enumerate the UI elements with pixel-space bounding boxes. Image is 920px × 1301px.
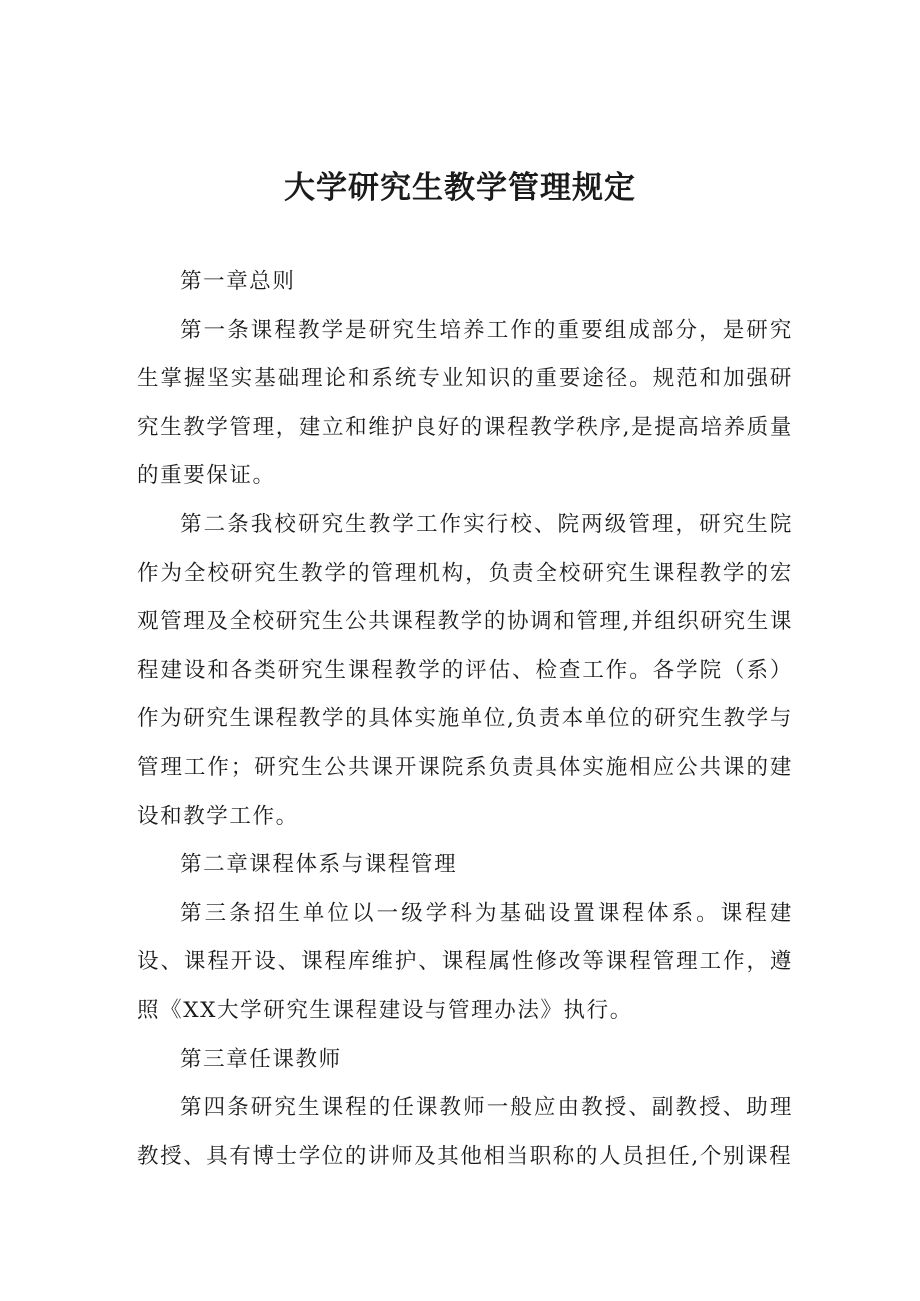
document-body: [137, 258, 793, 1181]
article-paragraph: 第四条研究生课程的任课教师一般应由教授、副教授、助理教授、具有博士学位的讲师及其他相当职称的人员担任,个别课程: [137, 1095, 793, 1169]
document-title: 大学研究生教学管理规定: [284, 170, 636, 206]
article-paragraph: 第三条招生单位以一级学科为基础设置课程体系。课程建设、课程开设、课程库维护、课程属性修改等课程管理工作，遵照《XX大学研究生课程建设与管理办法》执行。: [137, 900, 793, 1023]
article-paragraph: 第二条我校研究生教学工作实行校、院两级管理，研究生院作为全校研究生教学的管理机构，负责全校研究生课程教学的宏观管理及全校研究生公共课程教学的协调和管理,并组织研究生课程建设和各类研究生课程教学的评估、检查工作。各学院（系）作为研究生课程教学的具体实施单位,负责本单位的研究生教学与管理工作；研究生公共课开课院系负责具体实施相应公共课的建设和教学工作。: [137, 511, 793, 829]
article-paragraph: 第一条课程教学是研究生培养工作的重要组成部分，是研究生掌握坚实基础理论和系统专业知识的重要途径。规范和加强研究生教学管理，建立和维护良好的课程教学秩序,是提高培养质量的重要保证。: [137, 317, 793, 489]
chapter-heading: 第一章总则: [180, 269, 296, 294]
chapter-heading: 第二章课程体系与课程管理: [180, 852, 458, 878]
chapter-heading: 第三章任课教师: [180, 1046, 342, 1072]
